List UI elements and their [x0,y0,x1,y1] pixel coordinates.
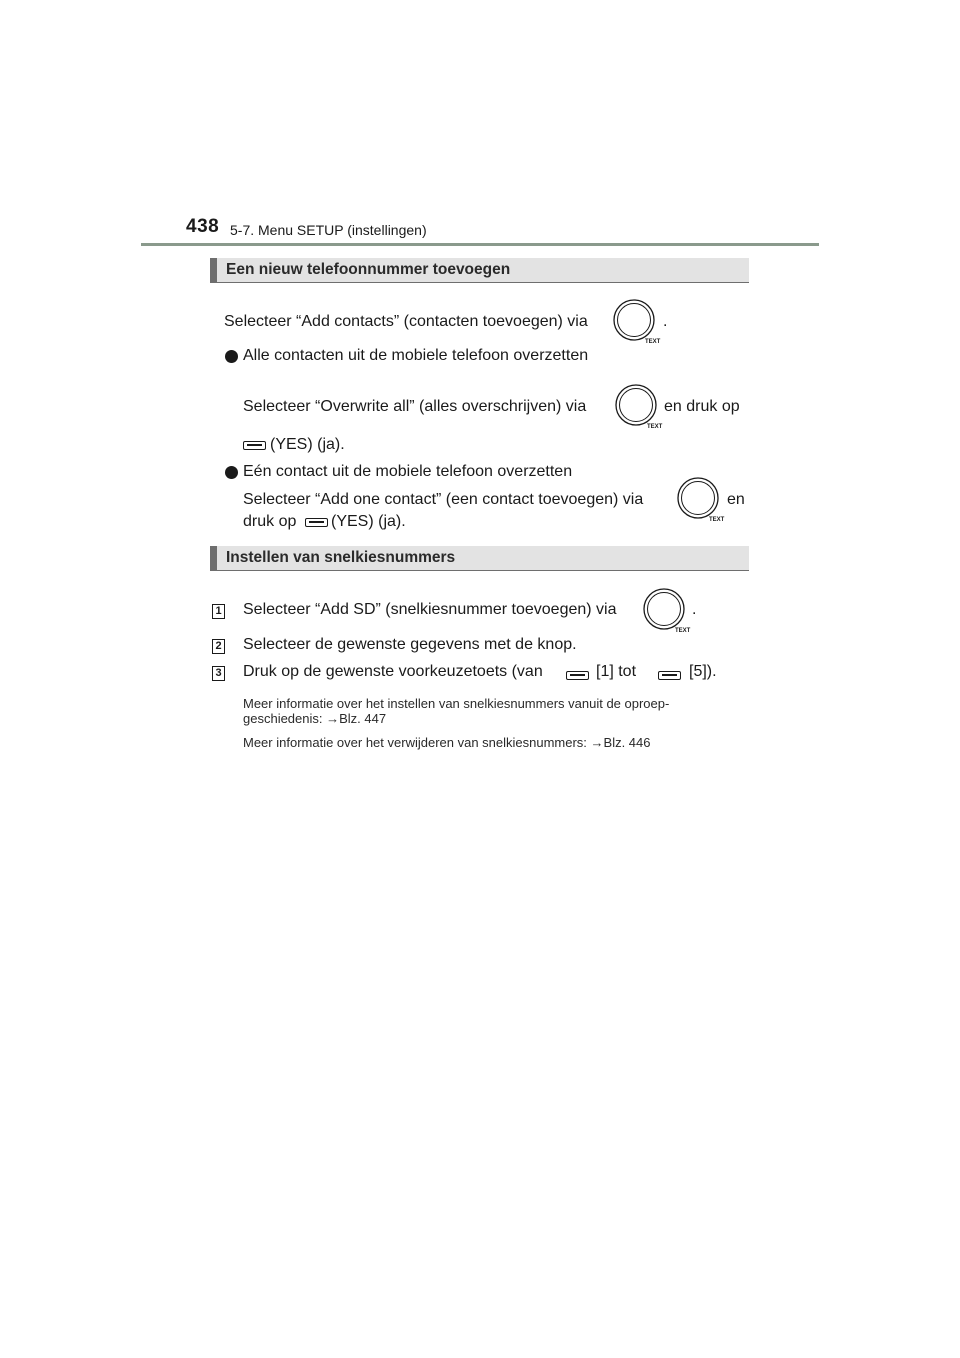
intro-instruction [224,313,588,331]
header-divider [141,243,819,246]
bullet1-instruction: Selecteer “Overwrite all” (alles overschrijven) via [243,398,587,415]
preset-button-icon [243,441,266,450]
chapter-title: 5-7. Menu SETUP (instellingen) [230,222,427,238]
step3-text-c: [5]). [689,663,717,680]
svg-text:TEXT: TEXT [645,339,661,345]
step3-text-a: Druk op de gewenste voorkeuzetoets (van [243,663,543,680]
bullet2-instruction: Selecteer “Add one contact” (een contact toevoegen) via [243,491,644,508]
bullet-dot [225,466,238,479]
bullet2-line2-start: druk op [243,513,297,530]
step-number: 3 [212,666,225,681]
note2: Meer informatie over het verwijderen van snelkiesnummers: →Blz. 446 [243,735,651,750]
bullet2-title: Eén contact uit de mobiele telefoon overzetten [243,463,573,480]
svg-text:TEXT: TEXT [647,424,663,430]
page-number: 438 [186,216,220,237]
bullet2-instruction-end: en [727,491,745,508]
svg-text:TEXT: TEXT [709,517,725,523]
step3-text-b: [1] tot [596,663,637,680]
preset-button-icon [658,671,681,680]
bullet1-title: Alle contacten uit de mobiele telefoon overzetten [243,347,589,364]
preset-button-icon [305,518,328,527]
bullet-dot [225,350,238,363]
note1-line2: geschiedenis: →Blz. 447 [243,711,387,726]
bullet2-yes: (YES) (ja). [331,513,406,530]
step-number: 2 [212,639,225,654]
svg-text:TEXT: TEXT [675,628,691,634]
bullet1-yes: (YES) (ja). [270,436,345,453]
tune-knob-icon [610,296,664,350]
tune-knob-icon [612,381,666,435]
section-heading-text: Een nieuw telefoonnummer toevoegen [226,261,511,278]
preset-button-icon [566,671,589,680]
bullet1-instruction-end: en druk op [664,398,740,415]
step1-end: . [692,601,697,618]
step-number: 1 [212,604,225,619]
step2-text: Selecteer de gewenste gegevens met de knop. [243,636,577,653]
tune-knob-icon [674,474,728,528]
note1-line1: Meer informatie over het instellen van snelkiesnummers vanuit de oproep- [243,696,670,711]
step1-text: Selecteer “Add SD” (snelkiesnummer toevoegen) via [243,601,617,618]
intro-end: . [663,313,668,330]
section-heading-speed-dial [210,546,749,571]
section-heading-new-number [210,258,749,283]
section-heading-text: Instellen van snelkiesnummers [226,549,456,566]
intro-text: Selecteer “Add contacts” (contacten toevoegen) via [224,313,588,330]
tune-knob-icon [640,585,697,639]
